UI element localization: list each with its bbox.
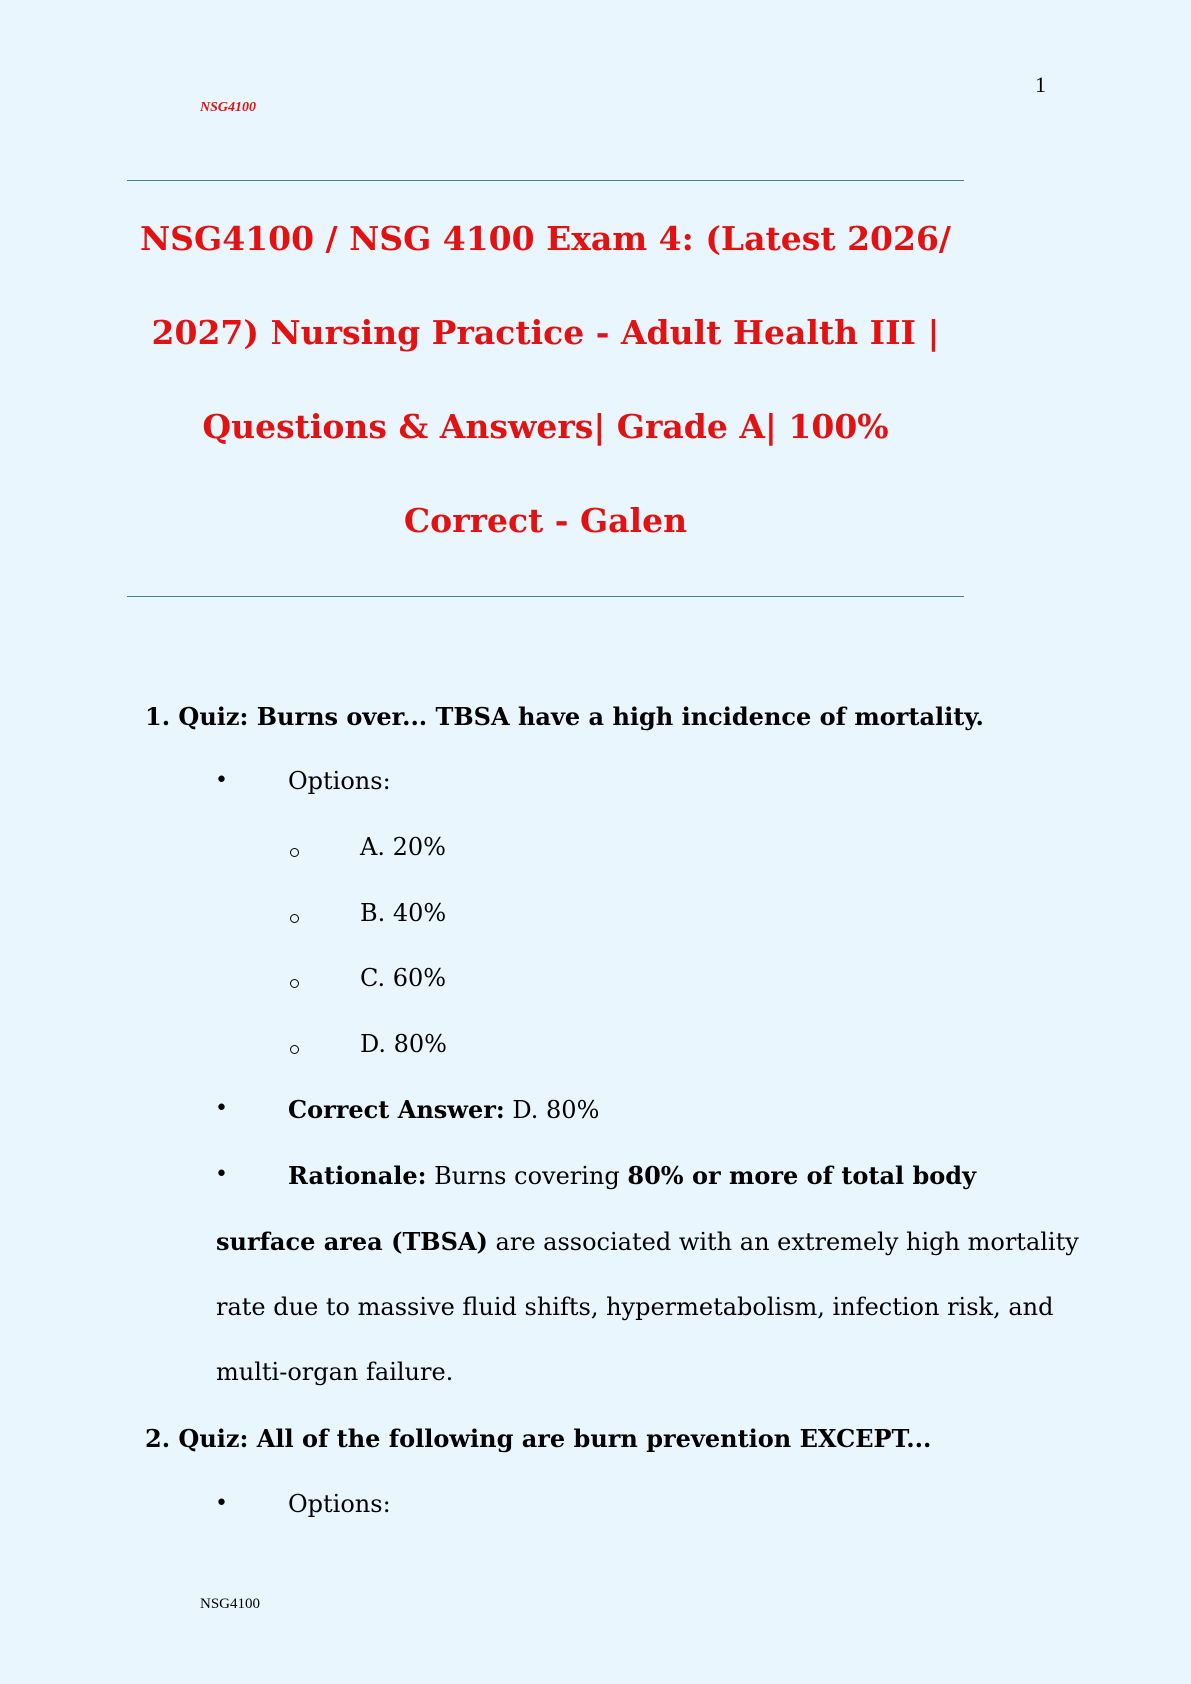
rationale-label: Rationale: xyxy=(288,1161,427,1190)
title-line-1: NSG4100 / NSG 4100 Exam 4: (Latest 2026/ xyxy=(140,219,951,258)
q1-option-a: A. 20% xyxy=(360,833,446,861)
bullet-dot: • xyxy=(215,1491,228,1516)
correct-answer-label: Correct Answer: xyxy=(288,1095,505,1124)
page-number: 1 xyxy=(1035,72,1046,97)
title-bottom-rule xyxy=(127,596,964,597)
q1-rationale-line-2 xyxy=(216,1227,1079,1256)
title-line-4: Correct - Galen xyxy=(403,501,688,540)
option-circle-marker xyxy=(290,979,299,988)
q1-correct-answer xyxy=(288,1095,599,1124)
q1-rationale-line-1 xyxy=(288,1161,976,1190)
correct-answer-value: D. 80% xyxy=(512,1096,600,1124)
header-course-code: NSG4100 xyxy=(200,100,257,115)
bullet-dot: • xyxy=(215,1096,228,1121)
q1-rationale-line-3: rate due to massive fluid shifts, hypermetabolism, infection risk, and xyxy=(216,1293,1054,1321)
rationale-bold-1: 80% or more of total body xyxy=(627,1161,977,1190)
rationale-bold-2: surface area (TBSA) xyxy=(216,1227,488,1256)
q1-option-c: C. 60% xyxy=(360,964,447,992)
q1-option-d: D. 80% xyxy=(360,1030,447,1058)
title-line-2: 2027) Nursing Practice - Adult Health III | xyxy=(151,313,940,352)
bullet-dot: • xyxy=(215,1162,228,1187)
q1-options-label: Options: xyxy=(288,767,391,795)
option-circle-marker xyxy=(290,848,299,857)
q2-options-label: Options: xyxy=(288,1490,391,1518)
footer-course-code: NSG4100 xyxy=(200,1596,261,1612)
q1-option-b: B. 40% xyxy=(360,899,447,927)
title-line-3: Questions & Answers| Grade A| 100% xyxy=(202,407,889,446)
option-circle-marker xyxy=(290,914,299,923)
rationale-text-2: are associated with an extremely high mortality xyxy=(495,1228,1079,1256)
q1-rationale-line-4: multi-organ failure. xyxy=(216,1358,454,1386)
bullet-dot: • xyxy=(215,768,228,793)
option-circle-marker xyxy=(290,1045,299,1054)
title-top-rule xyxy=(127,180,964,181)
rationale-text-1: Burns covering xyxy=(434,1162,620,1190)
document-title xyxy=(127,192,964,568)
question-1: 1. Quiz: Burns over... TBSA have a high incidence of mortality. xyxy=(145,702,984,731)
question-2: 2. Quiz: All of the following are burn prevention EXCEPT... xyxy=(145,1424,932,1453)
